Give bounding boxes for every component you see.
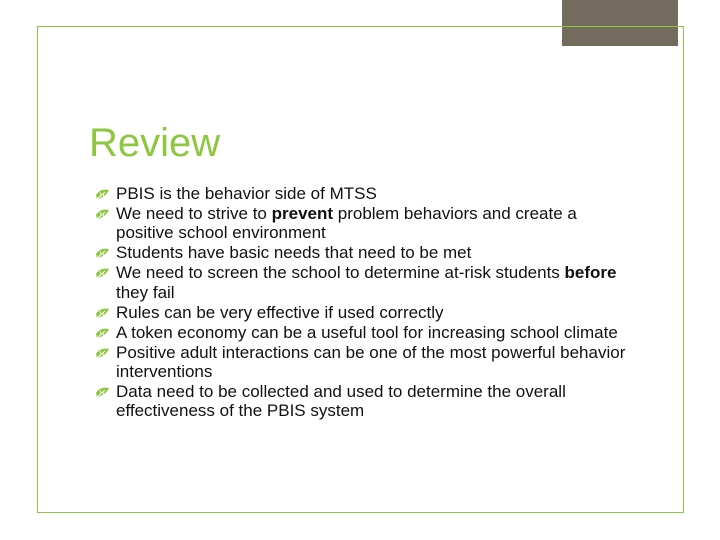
leaf-bullet-icon bbox=[95, 248, 110, 260]
bullet-item bbox=[90, 303, 630, 322]
bullet-text: Students have basic needs that need to be met bbox=[116, 243, 472, 263]
leaf-bullet-icon bbox=[95, 387, 110, 399]
bullet-item bbox=[90, 263, 630, 301]
bullet-emphasis: prevent bbox=[271, 204, 334, 224]
bullet-text: problem behaviors and create a positive school environment bbox=[116, 204, 577, 243]
bullet-item bbox=[90, 184, 630, 203]
bullet-text: A token economy can be a useful tool for increasing school climate bbox=[116, 322, 618, 342]
bullet-item bbox=[90, 204, 630, 242]
bullet-item bbox=[90, 243, 630, 262]
bullet-text: they fail bbox=[116, 282, 175, 302]
bullet-item bbox=[90, 382, 630, 420]
bullet-text: PBIS is the behavior side of MTSS bbox=[116, 184, 377, 203]
bullet-item bbox=[90, 323, 630, 342]
bullet-item bbox=[90, 343, 630, 381]
bullet-emphasis: before bbox=[564, 263, 617, 283]
bullet-text: We need to strive to bbox=[116, 204, 272, 224]
bullet-text: Data need to be collected and used to determine the overall effectiveness of the PBIS system bbox=[116, 382, 566, 421]
leaf-bullet-icon bbox=[95, 348, 110, 360]
bullet-text: Rules can be very effective if used correctly bbox=[116, 302, 444, 322]
leaf-bullet-icon bbox=[95, 328, 110, 340]
leaf-bullet-icon bbox=[95, 209, 110, 221]
slide-title: Review bbox=[89, 121, 221, 165]
bullet-list bbox=[90, 184, 630, 422]
leaf-bullet-icon bbox=[95, 189, 110, 201]
bullet-text: Positive adult interactions can be one of the most powerful behavior interventions bbox=[116, 342, 626, 382]
leaf-bullet-icon bbox=[95, 268, 110, 280]
bullet-text: We need to screen the school to determine at-risk students bbox=[116, 263, 565, 283]
leaf-bullet-icon bbox=[95, 308, 110, 320]
